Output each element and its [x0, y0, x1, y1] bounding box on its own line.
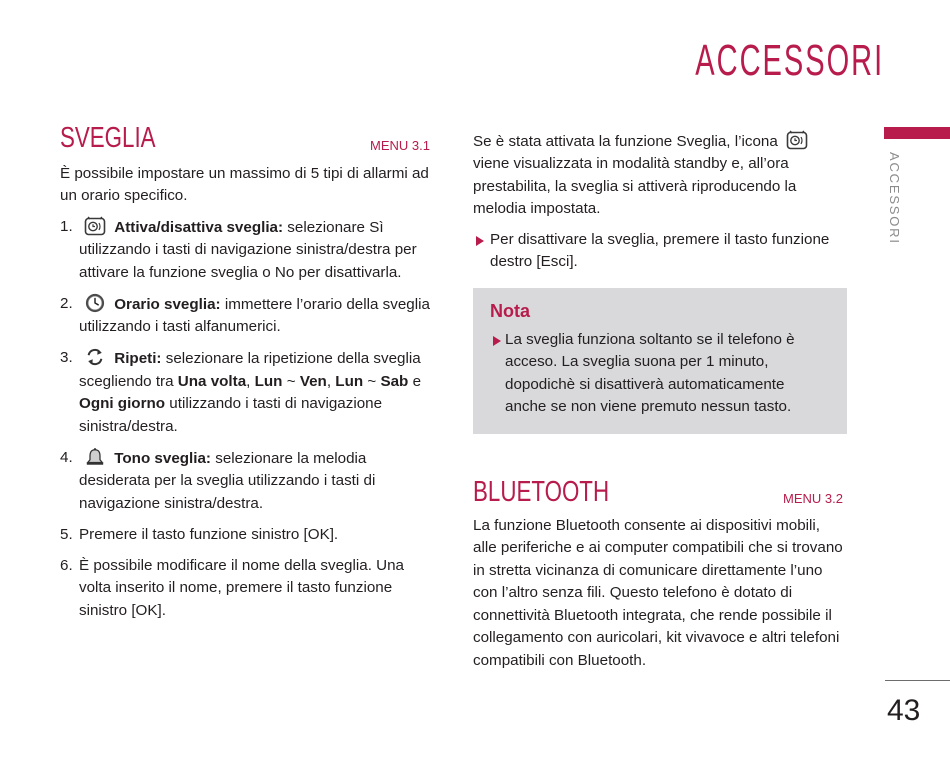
separator-text: , [326, 372, 332, 390]
alarm-icon [84, 216, 106, 236]
bluetooth-paragraph: La funzione Bluetooth consente ai dispositivi mobili, alle periferiche e ai computer compatibili che si trovano in stretta vicinanza di comunicare direttamente l’uno con l’altro senza fili. Questo telefono è dotato di connettività Bluetooth integrata, che rende possibile il collegamento con auricolari, kit vivavoce e altri telefoni compatibili con Bluetooth. [473, 516, 843, 669]
item-label: Ripeti: [114, 350, 162, 367]
standby-paragraph [473, 130, 847, 221]
clock-icon [84, 293, 106, 313]
separator-text: , [246, 372, 251, 390]
item-text: Premere il tasto funzione sinistro [OK]. [79, 525, 339, 543]
disable-tip [473, 229, 847, 274]
bullet-triangle-icon [493, 336, 501, 346]
list-item [60, 293, 432, 339]
list-number: 3. [60, 349, 73, 366]
bluetooth-column [473, 515, 847, 673]
bell-icon [84, 447, 106, 467]
list-item [60, 347, 432, 438]
item-text: immettere l’orario della sveglia utilizzando i tasti alfanumerici. [79, 295, 430, 335]
page-number: 43 [887, 693, 921, 727]
item-text: selezionare la ripetizione della sveglia scegliendo tra [79, 350, 421, 390]
list-item [60, 524, 432, 547]
item-text: È possibile modificare il nome della sveglia. Una volta inserito il nome, premere il tasto funzione sinistro [OK]. [79, 556, 405, 619]
bullet-triangle-icon [476, 236, 484, 246]
option-text: Lun [254, 372, 283, 390]
note-title: Nota [490, 301, 530, 321]
sveglia-heading: SVEGLIA [60, 121, 156, 154]
item-text: selezionare Sì utilizzando i tasti di navigazione sinistra/destra per attivare la funzione sveglia o No per disattivarla. [79, 218, 417, 281]
separator-text: ~ [367, 372, 377, 390]
item-label: Orario sveglia: [114, 295, 221, 313]
option-text: Sab [380, 372, 409, 390]
item-text: selezionare la melodia desiderata per la sveglia utilizzando i tasti di navigazione sinistra/destra. [79, 449, 376, 512]
item-label: Tono sveglia: [114, 449, 211, 467]
option-text: Ven [299, 372, 327, 390]
bluetooth-heading: BLUETOOTH [473, 475, 610, 508]
list-item [60, 555, 432, 623]
list-number: 2. [60, 294, 73, 312]
note-box [473, 288, 847, 434]
disable-tip-text: Per disattivare la sveglia, premere il tasto funzione destro [Esci]. [490, 230, 830, 270]
sveglia-column [60, 163, 432, 631]
page-number-rule [885, 680, 950, 681]
note-text: La sveglia funziona soltanto se il telefono è acceso. La sveglia suona per 1 minuto, dopodichè si disattiverà automaticamente anche se non viene premuto nessun tasto. [505, 330, 795, 415]
bluetooth-menu-ref: MENU 3.2 [783, 491, 843, 506]
standby-text-after: viene visualizzata in modalità standby e, all’ora prestabilita, la sveglia si attiverà riproducendo la melodia impostata. [473, 155, 797, 217]
separator-text: e [412, 372, 422, 390]
side-tab-bar [884, 127, 950, 139]
option-text: Ogni giorno [79, 395, 166, 412]
list-number: 6. [60, 556, 73, 574]
list-item [60, 216, 432, 285]
side-tab-label: ACCESSORI [887, 152, 902, 245]
page-header-title: ACCESSORI [695, 35, 884, 85]
option-text: Una volta [177, 372, 247, 390]
list-number: 1. [60, 217, 73, 235]
standby-column [473, 130, 847, 274]
option-text: Lun [335, 372, 364, 390]
alarm-icon [786, 130, 808, 150]
item-text: utilizzando i tasti di navigazione sinistra/destra. [79, 395, 383, 435]
separator-text: ~ [286, 372, 296, 390]
list-number: 5. [60, 525, 73, 543]
standby-text-before: Se è stata attivata la funzione Sveglia, l’icona [473, 132, 778, 150]
sveglia-intro: È possibile impostare un massimo di 5 tipi di allarmi ad un orario specifico. [60, 164, 429, 204]
sveglia-menu-ref: MENU 3.1 [370, 138, 430, 153]
item-label: Attiva/disattiva sveglia: [114, 218, 284, 236]
list-item [60, 447, 432, 516]
repeat-icon [84, 347, 106, 367]
note-item [490, 329, 830, 419]
list-number: 4. [60, 448, 73, 466]
